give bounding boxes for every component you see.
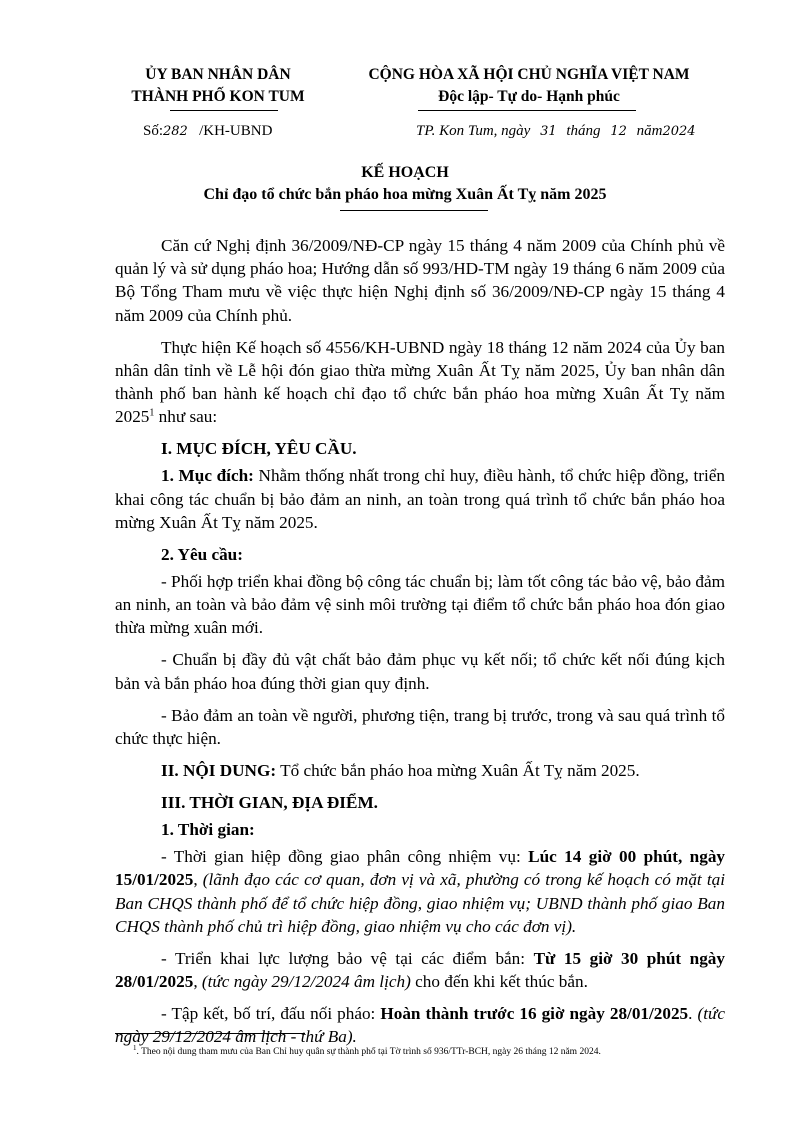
paragraph-legal-basis: Căn cứ Nghị định 36/2009/NĐ-CP ngày 15 tháng 4 năm 2009 của Chính phủ về quản lý và sử dụng pháo hoa; Hướng dẫn số 993/HD-TM ngày 19 tháng 6 năm 2009 của Bộ Tổng Tham mưu về việc thực hiện Nghị định số 36/2009/NĐ-CP ngày 15 tháng 4 năm 2009 của Chính phủ. xyxy=(115,236,725,325)
document-body xyxy=(115,234,725,1057)
footnote-reference: 1 xyxy=(149,407,155,419)
subheading-time: 1. Thời gian: xyxy=(161,820,255,840)
paragraph-purpose: 1. Mục đích: Nhằm thống nhất trong chỉ huy, điều hành, tổ chức hiệp đồng, triển khai công tác chuẩn bị bảo đảm an ninh, an toàn trong quá trình tổ chức bắn pháo hoa mừng Xuân Ất Tỵ năm 2025. xyxy=(115,466,726,532)
date-month: 12 xyxy=(610,124,627,139)
time-item: - Triển khai lực lượng bảo vệ tại các điểm bắn: Từ 15 giờ 30 phút ngày 28/01/2025, (tức ngày 29/12/2024 âm lịch) cho đến khi kết thúc bắn. xyxy=(115,948,725,992)
motto-line1: CỘNG HÒA XÃ HỘI CHỦ NGHĨA VIỆT NAM xyxy=(368,66,690,83)
section-heading-time-place: III. THỜI GIAN, ĐỊA ĐIỂM. xyxy=(161,792,378,812)
authority-line2: THÀNH PHỐ KON TUM xyxy=(131,88,305,105)
title-underline xyxy=(340,210,488,211)
date-day: 31 xyxy=(540,124,557,139)
footnote-marker: 1 xyxy=(133,1044,137,1052)
date-year: 2024 xyxy=(662,124,696,139)
time-item: - Tập kết, bố trí, đấu nối pháo: Hoàn thành trước 16 giờ ngày 28/01/2025. (tức ngày 29/12/2024 âm lịch - thứ Ba). xyxy=(115,1004,725,1047)
requirement-item: - Bảo đảm an toàn về người, phương tiện, trang bị trước, trong và sau quá trình tổ chức thực hiện. xyxy=(115,705,725,748)
document-number-value: 282 xyxy=(163,124,188,139)
subheading-requirements: 2. Yêu cầu: xyxy=(161,544,243,564)
document-type: KẾ HOẠCH xyxy=(361,164,449,181)
section-content: II. NỘI DUNG: Tổ chức bắn pháo hoa mừng Xuân Ất Tỵ năm 2025. xyxy=(161,760,640,780)
requirement-item: - Chuẩn bị đầy đủ vật chất bảo đảm phục vụ kết nối; tổ chức kết nối đúng kịch bản và bắn pháo hoa đúng thời gian quy định. xyxy=(115,650,725,693)
authority-line1: ỦY BAN NHÂN DÂN xyxy=(145,66,291,83)
motto-underline xyxy=(418,110,636,111)
national-motto xyxy=(335,64,723,108)
time-item: - Thời gian hiệp đồng giao phân công nhiệm vụ: Lúc 14 giờ 00 phút, ngày 15/01/2025, (lãnh đạo các cơ quan, đơn vị và xã, phường có trong kế hoạch có mặt tại Ban CHQS thành phố để tổ chức hiệp đồng, giao nhiệm vụ; UBND thành phố giao Ban CHQS thành phố chủ trì hiệp đồng, giao nhiệm vụ cho các đơn vị). xyxy=(115,847,726,936)
footnote-separator xyxy=(115,1033,305,1034)
section-heading-purpose: I. MỤC ĐÍCH, YÊU CẦU. xyxy=(161,439,357,459)
paragraph-implementation: Thực hiện Kế hoạch số 4556/KH-UBND ngày 18 tháng 12 năm 2024 của Ủy ban nhân dân tỉnh về Lễ hội đón giao thừa mừng Xuân Ất Tỵ năm 2025, Ủy ban nhân dân thành phố ban hành kế hoạch chỉ đạo tổ chức bắn pháo hoa mừng Xuân Ất Tỵ năm 2025$^1$ như sau: xyxy=(115,337,725,427)
requirement-item: - Phối hợp triển khai đồng bộ công tác chuẩn bị; làm tốt công tác bảo vệ, bảo đảm an ninh, an toàn và bảo đảm vệ sinh môi trường tại điểm tổ chức bắn pháo hoa đón giao thừa mừng xuân mới. xyxy=(115,572,725,638)
document-number: Số:282 /KH-UBND xyxy=(143,123,273,139)
issuing-authority xyxy=(118,64,318,108)
document-title: Chỉ đạo tổ chức bắn pháo hoa mừng Xuân Ất Tỵ năm 2025 xyxy=(203,186,607,203)
authority-underline xyxy=(170,110,278,111)
motto-line2: Độc lập- Tự do- Hạnh phúc xyxy=(438,88,620,105)
document-date: TP. Kon Tum, ngày 31 tháng 12 năm2024 xyxy=(416,123,696,139)
footnote: $^1$. Theo nội dung tham mưu của Ban Chỉ huy quân sự thành phố tại Tờ trình số 936/TTr-BCH, ngày 26 tháng 12 năm 2024. xyxy=(133,1044,601,1058)
